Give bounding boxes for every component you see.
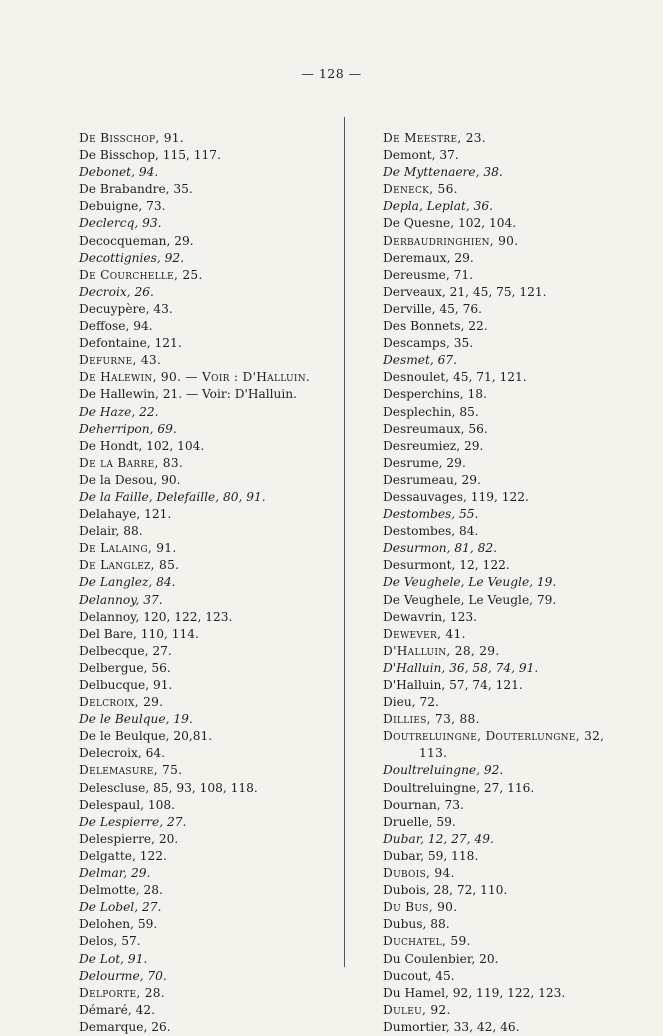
index-entry-text: Delmar, 29. (79, 866, 151, 881)
index-entry-text: Derbaudringhien, 90. (383, 233, 519, 248)
index-entry (79, 386, 341, 403)
index-entry (383, 1019, 628, 1036)
index-entry-text: Dumortier, 33, 42, 46. (383, 1019, 520, 1034)
index-entry-text: Dewever, 41. (383, 626, 466, 641)
index-entry (383, 130, 628, 147)
index-entry-text: Descamps, 35. (383, 336, 474, 351)
index-entry (383, 968, 628, 985)
index-entry (383, 1002, 628, 1019)
index-column-right (383, 130, 628, 1036)
index-entry (79, 951, 341, 968)
index-entry-text: Defurne, 43. (79, 353, 162, 368)
index-entry (79, 1002, 341, 1019)
index-entry-text: Dereusme, 71. (383, 267, 474, 282)
index-entry (79, 711, 341, 728)
index-entry (383, 404, 628, 421)
index-entry (79, 164, 341, 181)
index-entry-text: Du Coulenbier, 20. (383, 951, 499, 966)
index-entry (79, 985, 341, 1002)
index-entry-text: Desperchins, 18. (383, 387, 487, 402)
index-entry-text: Duleu, 92. (383, 1002, 451, 1017)
index-entry-text: Delespaul, 108. (79, 797, 176, 812)
index-entry-text: De la Desou, 90. (79, 472, 181, 487)
index-entry (383, 694, 628, 711)
index-entry (79, 780, 341, 797)
index-entry (79, 455, 341, 472)
index-entry-text: Desnoulet, 45, 71, 121. (383, 370, 527, 385)
index-entry-text: Desurmont, 12, 122. (383, 558, 510, 573)
index-entry (383, 198, 628, 215)
index-entry (79, 592, 341, 609)
index-entry (383, 164, 628, 181)
index-entry (79, 745, 341, 762)
index-entry (79, 215, 341, 232)
index-entry (79, 438, 341, 455)
index-entry-continuation: 113. (419, 746, 448, 761)
index-entry-text: Defontaine, 121. (79, 336, 182, 351)
index-entry (383, 386, 628, 403)
index-entry (79, 728, 341, 745)
index-entry-text: Decroix, 26. (79, 284, 154, 299)
index-entry-text: De Lalaing, 91. (79, 541, 177, 556)
index-entry (79, 284, 341, 301)
index-entry-text: De Haze, 22. (79, 404, 159, 419)
index-entry-text: De Bisschop, 115, 117. (79, 148, 221, 163)
index-entry (79, 694, 341, 711)
index-entry-text: De Lespierre, 27. (79, 814, 187, 829)
index-entry (79, 660, 341, 677)
index-entry (383, 181, 628, 198)
index-entry-text: Démaré, 42. (79, 1002, 155, 1017)
index-entry (79, 147, 341, 164)
index-entry-text: Delair, 88. (79, 524, 143, 539)
index-entry-text: Delporte, 28. (79, 985, 165, 1000)
index-entry-text: Delannoy, 120, 122, 123. (79, 609, 233, 624)
index-entry-text: De Quesne, 102, 104. (383, 216, 517, 231)
index-entry-text: De Halewin, 90. — Voir : D'Halluin. (79, 370, 311, 385)
index-entry (383, 233, 628, 250)
index-entry-text: De Hondt, 102, 104. (79, 438, 205, 453)
index-entry (79, 421, 341, 438)
index-entry (383, 489, 628, 506)
index-entry-text: Desrume, 29. (383, 455, 466, 470)
index-entry (383, 318, 628, 335)
index-entry (383, 985, 628, 1002)
index-entry (383, 267, 628, 284)
index-entry-text: Deneck, 56. (383, 182, 458, 197)
index-entry-text: Deremaux, 29. (383, 250, 474, 265)
index-entry (383, 421, 628, 438)
index-entry-text: Deffose, 94. (79, 319, 153, 334)
index-entry-text: Destombes, 84. (383, 524, 479, 539)
index-entry-text: Des Bonnets, 22. (383, 319, 488, 334)
index-entry-text: De le Beulque, 20,81. (79, 729, 213, 744)
column-divider (344, 117, 345, 967)
index-entry (79, 882, 341, 899)
index-entry-text: Demarque, 26. (79, 1019, 171, 1034)
index-entry-text: Desplechin, 85. (383, 404, 479, 419)
index-entry (79, 557, 341, 574)
index-entry (383, 250, 628, 267)
index-entry-text: Doultreluingne, 27, 116. (383, 780, 535, 795)
index-entry (79, 267, 341, 284)
index-entry (79, 626, 341, 643)
index-entry (79, 899, 341, 916)
index-entry (79, 301, 341, 318)
index-entry-text: Derville, 45, 76. (383, 301, 482, 316)
index-entry-text: Destombes, 55. (383, 507, 479, 522)
index-entry-text: De Langlez, 85. (79, 558, 180, 573)
index-entry-text: De la Faille, Delefaille, 80, 91. (79, 489, 266, 504)
index-entry-text: D'Halluin, 36, 58, 74, 91. (383, 660, 539, 675)
index-entry-text: Desrumeau, 29. (383, 472, 481, 487)
index-entry (79, 831, 341, 848)
index-entry (383, 557, 628, 574)
index-entry (383, 797, 628, 814)
index-entry-text: Ducout, 45. (383, 968, 455, 983)
index-entry (383, 711, 628, 728)
index-entry-text: De Bisschop, 91. (79, 131, 184, 145)
index-entry-text: Duchatel, 59. (383, 934, 471, 949)
index-entry-text: Delcroix, 29. (79, 695, 164, 710)
index-entry-text: Delbergue, 56. (79, 660, 171, 675)
index-entry (79, 181, 341, 198)
index-entry-text: Dieu, 72. (383, 695, 439, 710)
index-entry-text: Delahaye, 121. (79, 507, 172, 522)
index-entry (383, 848, 628, 865)
index-entry (79, 489, 341, 506)
index-entry (79, 250, 341, 267)
index-entry-text: Dessauvages, 119, 122. (383, 489, 529, 504)
index-entry-text: Delbecque, 27. (79, 643, 172, 658)
index-entry (79, 848, 341, 865)
index-entry-text: Druelle, 59. (383, 814, 456, 829)
index-entry-text: Delgatte, 122. (79, 848, 167, 863)
index-entry (383, 540, 628, 557)
index-entry (383, 643, 628, 660)
index-entry-text: Desreumaux, 56. (383, 421, 488, 436)
index-entry (383, 147, 628, 164)
index-entry-text: Derveaux, 21, 45, 75, 121. (383, 284, 547, 299)
index-entry-text: Delescluse, 85, 93, 108, 118. (79, 780, 258, 795)
index-entry-text: Dubois, 28, 72, 110. (383, 883, 508, 898)
index-entry (383, 574, 628, 591)
page-number: — 128 — (301, 66, 362, 81)
index-entry (79, 609, 341, 626)
index-entry-text: Delespierre, 20. (79, 831, 179, 846)
index-entry-text: Delmotte, 28. (79, 883, 163, 898)
index-entry (79, 335, 341, 352)
index-entry (79, 762, 341, 779)
index-entry (383, 284, 628, 301)
index-entry (383, 814, 628, 831)
index-entry (79, 506, 341, 523)
index-entry (79, 865, 341, 882)
index-entry-text: Dillies, 73, 88. (383, 712, 480, 727)
index-entry (383, 455, 628, 472)
index-entry (79, 369, 341, 386)
index-entry-text: De Lot, 91. (79, 951, 148, 966)
index-entry-text: Delourme, 70. (79, 968, 167, 983)
index-entry-text: Delohen, 59. (79, 917, 158, 932)
index-entry (383, 592, 628, 609)
index-entry (79, 523, 341, 540)
index-entry (383, 301, 628, 318)
index-entry-text: Debuigne, 73. (79, 199, 166, 214)
index-entry (383, 506, 628, 523)
index-entry (79, 968, 341, 985)
index-entry-text: De Lobel, 27. (79, 900, 162, 915)
index-entry-text: Dournan, 73. (383, 797, 464, 812)
index-entry-text: Desurmon, 81, 82. (383, 541, 498, 556)
index-entry (383, 677, 628, 694)
index-entry (79, 643, 341, 660)
index-entry-text: Dewavrin, 123. (383, 609, 478, 624)
index-entry-text: D'Halluin, 57, 74, 121. (383, 678, 523, 692)
index-entry (383, 660, 628, 677)
index-entry-text: De la Barre, 83. (79, 455, 184, 470)
index-entry-text: Delbucque, 91. (79, 678, 173, 692)
index-entry (383, 609, 628, 626)
index-column-left (79, 130, 341, 1036)
index-entry (383, 728, 628, 762)
index-entry (383, 865, 628, 882)
index-entry (79, 198, 341, 215)
index-entry-text: De Veughele, Le Veugle, 79. (383, 592, 557, 607)
index-entry (79, 797, 341, 814)
index-entry-text: Deherripon, 69. (79, 421, 177, 436)
index-entry (383, 916, 628, 933)
index-entry (383, 626, 628, 643)
index-entry-text: Desreumiez, 29. (383, 438, 484, 453)
index-entry (383, 899, 628, 916)
index-entry (383, 762, 628, 779)
index-entry (383, 472, 628, 489)
index-entry-text: De Courchelle, 25. (79, 267, 203, 282)
index-entry-text: Desmet, 67. (383, 353, 458, 368)
index-entry (79, 130, 341, 147)
index-entry (383, 780, 628, 797)
index-entry-text: Debonet, 94. (79, 165, 159, 180)
index-entry-text: Dubois, 94. (383, 866, 455, 881)
index-entry-text: De Veughele, Le Veugle, 19. (383, 575, 557, 590)
index-entry (383, 335, 628, 352)
index-entry-text: Doultreluingne, 92. (383, 763, 504, 778)
index-entry (383, 933, 628, 950)
index-entry (79, 404, 341, 421)
index-entry (79, 677, 341, 694)
index-entry-text: Decottignies, 92. (79, 250, 184, 265)
index-entry-text: Du Bus, 90. (383, 900, 458, 915)
index-entry (79, 574, 341, 591)
index-entry-text: Decuypère, 43. (79, 301, 173, 316)
index-entry-text: De le Beulque, 19. (79, 712, 193, 727)
index-entry-text: De Myttenaere, 38. (383, 165, 503, 180)
index-entry-text: Dubus, 88. (383, 917, 450, 932)
index-entry-text: Delemasure, 75. (79, 763, 183, 778)
index-entry-text: D'Halluin, 28, 29. (383, 643, 500, 658)
index-entry (79, 233, 341, 250)
index-entry (383, 438, 628, 455)
index-entry-text: Delos, 57. (79, 934, 141, 949)
index-entry (383, 831, 628, 848)
index-entry-text: Dubar, 59, 118. (383, 848, 479, 863)
index-entry (79, 352, 341, 369)
index-entry-text: De Meestre, 23. (383, 131, 486, 145)
index-entry (79, 1019, 341, 1036)
index-entry-text: Dubar, 12, 27, 49. (383, 831, 494, 846)
index-entry-text: Del Bare, 110, 114. (79, 626, 199, 641)
index-entry-text: De Langlez, 84. (79, 575, 176, 590)
index-entry (383, 215, 628, 232)
index-entry (79, 318, 341, 335)
index-entry (79, 916, 341, 933)
index-entry (79, 814, 341, 831)
index-entry-text: De Brabandre, 35. (79, 182, 193, 197)
index-entry (79, 933, 341, 950)
index-entry-text: Du Hamel, 92, 119, 122, 123. (383, 985, 566, 1000)
index-entry-text: De Hallewin, 21. — Voir: D'Halluin. (79, 387, 298, 402)
index-entry (79, 472, 341, 489)
index-entry-text: Delannoy, 37. (79, 592, 163, 607)
index-entry (383, 352, 628, 369)
index-entry (383, 523, 628, 540)
index-entry-text: Depla, Leplat, 36. (383, 199, 493, 214)
index-entry-text: Doutreluingne, Douterlungne, 32, (383, 729, 605, 744)
index-entry-text: Delecroix, 64. (79, 746, 165, 761)
index-entry-text: Demont, 37. (383, 148, 459, 163)
index-entry (79, 540, 341, 557)
index-entry-text: Decocqueman, 29. (79, 233, 194, 248)
index-entry-text: Declercq, 93. (79, 216, 162, 231)
index-entry (383, 882, 628, 899)
index-entry (383, 369, 628, 386)
index-entry (383, 951, 628, 968)
